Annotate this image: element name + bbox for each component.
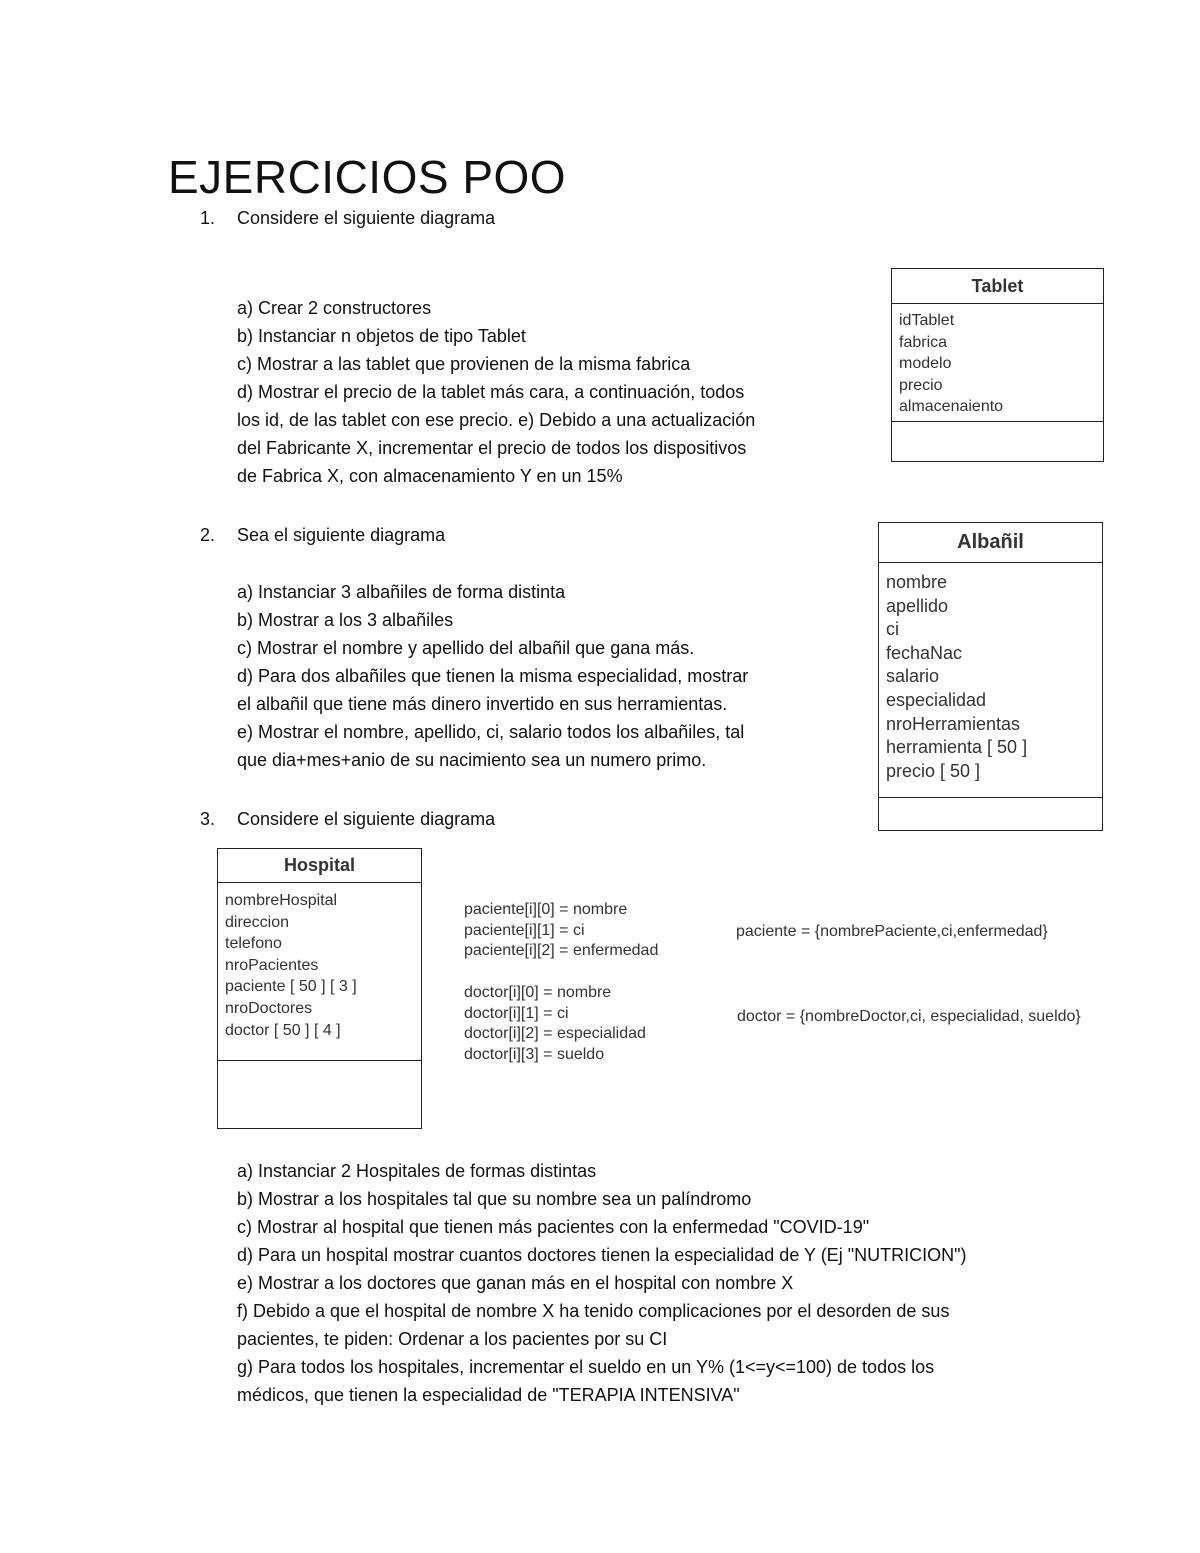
note-line: doctor[i][1] = ci: [464, 1004, 569, 1022]
attribute: fabrica: [899, 333, 948, 351]
task-line: c) Mostrar a las tablet que provienen de la misma fabrica: [237, 354, 691, 374]
task-line: a) Instanciar 2 Hospitales de formas distintas: [237, 1161, 597, 1181]
exercise-2-tasks: [237, 578, 748, 774]
attribute: telefono: [225, 935, 282, 953]
exercise-1-number: 1.: [200, 208, 216, 228]
paciente-definition: paciente = {nombrePaciente,ci,enfermedad}: [736, 923, 1048, 940]
task-line: f) Debido a que el hospital de nombre X ha tenido complicaciones por el desorden de sus: [237, 1301, 950, 1321]
class-name: Hospital: [218, 849, 421, 883]
task-line: c) Mostrar al hospital que tienen más pacientes con la enfermedad "COVID-19": [237, 1217, 870, 1237]
exercise-2-heading: Sea el siguiente diagrama: [237, 525, 446, 545]
albanil-class-diagram: [878, 522, 1103, 831]
tablet-class-diagram: [891, 268, 1104, 462]
attribute: salario: [886, 666, 940, 687]
page-title: EJERCICIOS POO: [168, 151, 567, 203]
task-line: el albañil que tiene más dinero invertido en sus herramientas.: [237, 694, 728, 714]
attribute: apellido: [886, 595, 949, 616]
exercise-3-tasks: [237, 1157, 966, 1409]
exercise-3-heading: Considere el siguiente diagrama: [237, 809, 496, 829]
task-line: a) Instanciar 3 albañiles de forma distinta: [237, 582, 566, 602]
note-line: doctor[i][2] = especialidad: [464, 1025, 646, 1042]
task-line: que dia+mes+anio de su nacimiento sea un numero primo.: [237, 750, 707, 770]
task-line: b) Mostrar a los hospitales tal que su nombre sea un palíndromo: [237, 1189, 752, 1209]
note-line: paciente[i][0] = nombre: [464, 901, 628, 918]
task-line: c) Mostrar el nombre y apellido del albañil que gana más.: [237, 638, 695, 658]
task-line: d) Para un hospital mostrar cuantos doctores tienen la especialidad de Y (Ej "NUTRICION"): [237, 1245, 967, 1265]
task-line: los id, de las tablet con ese precio. e) Debido a una actualización: [237, 410, 756, 430]
task-line: a) Crear 2 constructores: [237, 298, 432, 318]
task-line: médicos, que tienen la especialidad de "TERAPIA INTENSIVA": [237, 1385, 740, 1405]
attribute: especialidad: [886, 689, 987, 710]
task-line: pacientes, te piden: Ordenar a los pacientes por su CI: [237, 1329, 668, 1349]
attribute: almacenaiento: [899, 398, 1004, 415]
attribute: precio [ 50 ]: [886, 760, 981, 781]
attribute: nombre: [886, 572, 948, 592]
attribute: doctor [ 50 ] [ 4 ]: [225, 1021, 341, 1039]
doctor-definition: doctor = {nombreDoctor,ci, especialidad, sueldo}: [737, 1008, 1081, 1025]
task-line: e) Mostrar a los doctores que ganan más en el hospital con nombre X: [237, 1273, 794, 1293]
attribute: nroPacientes: [225, 956, 319, 974]
task-line: e) Mostrar el nombre, apellido, ci, salario todos los albañiles, tal: [237, 722, 745, 742]
attribute: nroDoctores: [225, 999, 313, 1017]
attribute: precio: [899, 376, 943, 394]
attribute: ci: [886, 619, 899, 640]
attribute: paciente [ 50 ] [ 3 ]: [225, 978, 357, 996]
note-line: doctor[i][3] = sueldo: [464, 1045, 605, 1063]
attribute: herramienta [ 50 ]: [886, 737, 1028, 758]
doctor-index-notes: [464, 983, 646, 1065]
task-line: b) Instanciar n objetos de tipo Tablet: [237, 326, 526, 346]
class-name: Albañil: [879, 523, 1102, 563]
class-attributes: [879, 563, 1102, 798]
note-line: paciente[i][2] = enfermedad: [464, 942, 659, 959]
attribute: idTablet: [899, 312, 955, 329]
note-line: paciente[i][1] = ci: [464, 921, 585, 939]
exercise-2-number: 2.: [200, 525, 216, 545]
task-line: d) Mostrar el precio de la tablet más cara, a continuación, todos: [237, 382, 745, 402]
attribute: fechaNac: [886, 642, 963, 663]
class-name: Tablet: [892, 269, 1103, 304]
attribute: direccion: [225, 913, 290, 931]
attribute: nroHerramientas: [886, 713, 1021, 734]
exercise-1-heading: Considere el siguiente diagrama: [237, 208, 496, 228]
task-line: d) Para dos albañiles que tienen la misma especialidad, mostrar: [237, 666, 749, 686]
class-attributes: [892, 304, 1103, 422]
task-line: g) Para todos los hospitales, incrementar el sueldo en un Y% (1<=y<=100) de todos los: [237, 1357, 935, 1377]
exercise-1-tasks: [237, 294, 755, 490]
note-line: doctor[i][0] = nombre: [464, 984, 612, 1001]
exercise-3-number: 3.: [200, 809, 216, 829]
class-attributes: [218, 883, 421, 1061]
hospital-class-diagram: [217, 848, 422, 1129]
attribute: nombreHospital: [225, 892, 338, 909]
paciente-index-notes: [464, 900, 658, 962]
task-line: b) Mostrar a los 3 albañiles: [237, 610, 454, 630]
task-line: de Fabrica X, con almacenamiento Y en un 15%: [237, 466, 623, 486]
attribute: modelo: [899, 355, 952, 372]
task-line: del Fabricante X, incrementar el precio de todos los dispositivos: [237, 438, 747, 458]
